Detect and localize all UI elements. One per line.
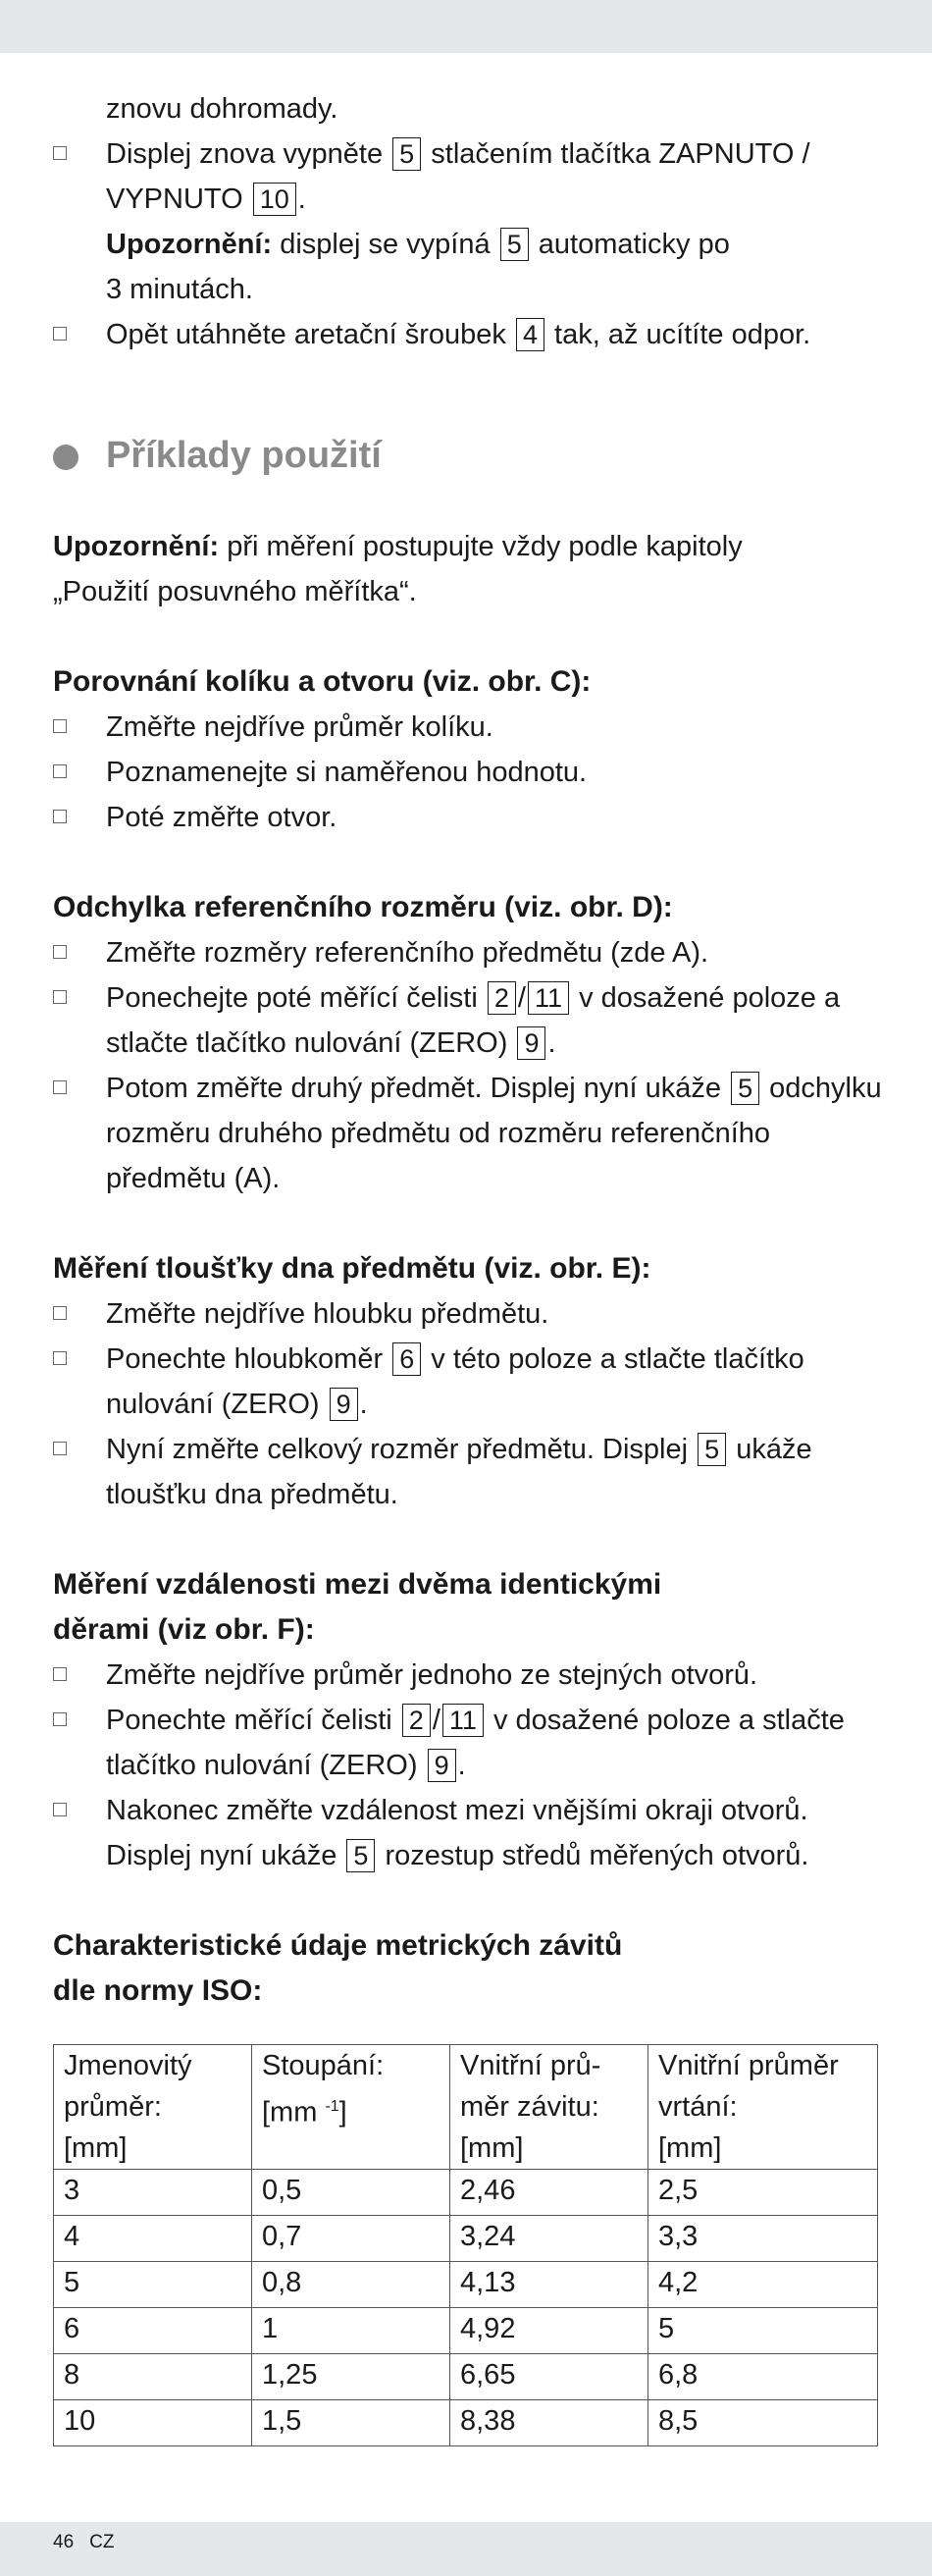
reference-number: 9 — [428, 1749, 456, 1782]
list-item: Poznamenejte si naměřenou hodnotu. — [53, 750, 887, 795]
table-cell: 6 — [54, 2308, 252, 2354]
table-cell: 8 — [54, 2354, 252, 2400]
subheading-c: Porovnání kolíku a otvoru (viz. obr. C): — [53, 665, 592, 698]
list-item: Opět utáhněte aretační šroubek 4 tak, až ucítíte odpor. — [53, 312, 887, 357]
footer-bar — [0, 2522, 932, 2576]
table-cell: 1,5 — [252, 2400, 450, 2446]
checkbox-bullet-icon — [53, 719, 67, 733]
table-cell: 8,5 — [648, 2400, 878, 2446]
list-item: Změřte rozměry referenčního předmětu (zde A). — [53, 930, 887, 975]
checkbox-bullet-icon — [53, 990, 67, 1004]
continuation-line: znovu dohromady. — [106, 93, 338, 125]
table-title: Charakteristické údaje metrických závitů dle normy ISO: — [53, 1929, 623, 2007]
table-header-row — [54, 2045, 878, 2170]
reference-number: 5 — [698, 1433, 726, 1466]
reference-number: 2 — [402, 1704, 431, 1737]
checkbox-bullet-icon — [53, 1080, 67, 1094]
list-item: Displej znova vypněte 5 stlačením tlačítka ZAPNUTO / VYPNUTO 10 . — [53, 131, 887, 222]
table-cell: 1 — [252, 2308, 450, 2354]
table-cell: 5 — [648, 2308, 878, 2354]
table-row — [54, 2354, 878, 2400]
checkbox-bullet-icon — [53, 1667, 67, 1681]
subheading-f: Měření vzdálenosti mezi dvěma identickými děrami (viz obr. F): — [53, 1568, 662, 1646]
list-item: Ponechejte poté měřící čelisti 2 / 11 v dosažené poloze a stlačte tlačítko nulování (ZERO) 9 . — [53, 975, 887, 1066]
reference-number: 10 — [253, 183, 296, 216]
table-cell: 10 — [54, 2400, 252, 2446]
subheading-d: Odchylka referenčního rozměru (viz. obr. D): — [53, 891, 673, 923]
table-row — [54, 2400, 878, 2446]
table-cell: 3,3 — [648, 2216, 878, 2262]
table-cell: 3 — [54, 2170, 252, 2216]
section-heading: Příklady použití — [53, 432, 887, 479]
checkbox-bullet-icon — [53, 810, 67, 823]
list-item: Nyní změřte celkový rozměr předmětu. Displej 5 ukáže tloušťku dna předmětu. — [53, 1427, 887, 1517]
reference-number: 11 — [528, 981, 569, 1015]
thread-table — [53, 2044, 878, 2446]
table-cell: 2,46 — [450, 2170, 648, 2216]
table-cell: 1,25 — [252, 2354, 450, 2400]
page-footer — [53, 2532, 129, 2553]
table-cell: 6,65 — [450, 2354, 648, 2400]
table-cell: 0,5 — [252, 2170, 450, 2216]
table-row — [54, 2216, 878, 2262]
page-content — [53, 86, 887, 2014]
table-cell: 2,5 — [648, 2170, 878, 2216]
list-item: Ponechte měřící čelisti 2 / 11 v dosažené poloze a stlačte tlačítko nulování (ZERO) 9 . — [53, 1698, 887, 1788]
checkbox-bullet-icon — [53, 1712, 67, 1726]
reference-number: 4 — [516, 318, 544, 351]
subheading-e: Měření tloušťky dna předmětu (viz. obr. E): — [53, 1252, 651, 1285]
header-cell: Stoupání: [mm $^{-1}$] — [252, 2045, 450, 2170]
checkbox-bullet-icon — [53, 327, 67, 341]
top-bar — [0, 0, 932, 53]
list-item: Nakonec změřte vzdálenost mezi vnějšími okraji otvorů. Displej nyní ukáže 5 rozestup středů měřených otvorů. — [53, 1788, 887, 1878]
checkbox-bullet-icon — [53, 764, 67, 778]
table-row — [54, 2262, 878, 2308]
table-cell: 3,24 — [450, 2216, 648, 2262]
table-cell: 0,8 — [252, 2262, 450, 2308]
checkbox-bullet-icon — [53, 1803, 67, 1816]
table-cell: 6,8 — [648, 2354, 878, 2400]
header-cell: Jmenovitý průměr: [mm] — [54, 2045, 252, 2170]
list-item: Změřte nejdříve průměr kolíku. — [53, 705, 887, 750]
table-cell: 4,13 — [450, 2262, 648, 2308]
checkbox-bullet-icon — [53, 146, 67, 160]
reference-number: 5 — [500, 228, 529, 261]
checkbox-bullet-icon — [53, 945, 67, 959]
table-cell: 8,38 — [450, 2400, 648, 2446]
reference-number: 6 — [392, 1342, 421, 1376]
reference-number: 9 — [517, 1026, 545, 1060]
table-cell: 4 — [54, 2216, 252, 2262]
reference-number: 5 — [346, 1839, 375, 1872]
table-cell: 0,7 — [252, 2216, 450, 2262]
reference-number: 2 — [488, 981, 516, 1015]
checkbox-bullet-icon — [53, 1442, 67, 1455]
list-item: Poté změřte otvor. — [53, 795, 887, 840]
table-cell: 4,2 — [648, 2262, 878, 2308]
reference-number: 11 — [442, 1704, 484, 1737]
table-cell: 4,92 — [450, 2308, 648, 2354]
reference-number: 9 — [330, 1388, 358, 1421]
table-row — [54, 2308, 878, 2354]
language-code: CZ — [89, 2532, 115, 2552]
list-item: Změřte nejdříve hloubku předmětu. — [53, 1291, 887, 1337]
checkbox-bullet-icon — [53, 1306, 67, 1320]
header-cell: Vnitřní prů- měr závitu: [mm] — [450, 2045, 648, 2170]
header-cell: Vnitřní průměr vrtání: [mm] — [648, 2045, 878, 2170]
note: Upozornění: displej se vypíná 5 automaticky po 3 minutách. — [106, 229, 730, 305]
list-item: Ponechte hloubkoměr 6 v této poloze a stlačte tlačítko nulování (ZERO) 9 . — [53, 1337, 887, 1427]
table-row — [54, 2170, 878, 2216]
intro-note: Upozornění: při měření postupujte vždy podle kapitoly „Použití posuvného měřítka“. — [53, 531, 743, 607]
page-number: 46 — [53, 2532, 75, 2552]
list-item: Potom změřte druhý předmět. Displej nyní ukáže 5 odchylku rozměru druhého předmětu od rozměru referenčního předmětu (A). — [53, 1066, 887, 1201]
bullet-dot-icon — [53, 445, 78, 470]
table-cell: 5 — [54, 2262, 252, 2308]
reference-number: 5 — [392, 137, 421, 171]
list-item: Změřte nejdříve průměr jednoho ze stejných otvorů. — [53, 1653, 887, 1698]
checkbox-bullet-icon — [53, 1351, 67, 1365]
reference-number: 5 — [731, 1072, 759, 1105]
